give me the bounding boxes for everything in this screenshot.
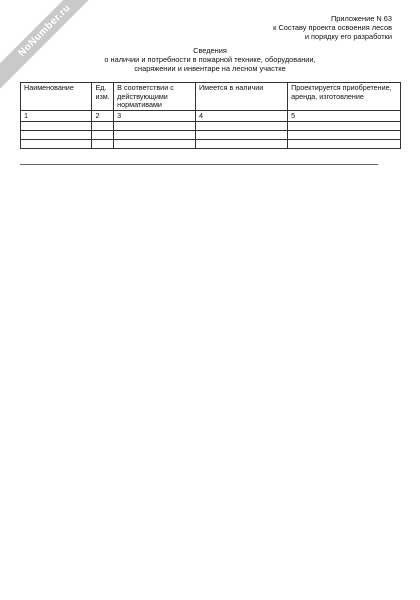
- column-header-normative: В соответствии с действующими нормативами: [114, 83, 196, 111]
- table-row: [21, 130, 401, 139]
- table-cell: [195, 130, 287, 139]
- annex-reference-line: и порядку его разработки: [304, 32, 392, 41]
- table-cell: [92, 130, 114, 139]
- table-cell: [21, 139, 92, 148]
- column-number: 2: [92, 111, 114, 122]
- table-cell: [195, 139, 287, 148]
- column-number: 1: [21, 111, 92, 122]
- table-cell: [114, 121, 196, 130]
- column-header-unit: Ед. изм.: [92, 83, 114, 111]
- table-cell: [114, 139, 196, 148]
- equipment-table: [20, 82, 401, 149]
- document-heading: [20, 46, 400, 73]
- annex-reference-line: к Составу проекта освоения лесов: [273, 23, 392, 32]
- column-number-row: [21, 111, 401, 122]
- table-cell: [92, 139, 114, 148]
- table-row: [21, 139, 401, 148]
- table-cell: [288, 130, 401, 139]
- annex-number: Приложение N 63: [330, 14, 392, 23]
- horizontal-rule: [20, 164, 378, 165]
- table-cell: [21, 130, 92, 139]
- table-header-row: [21, 83, 401, 111]
- document-subtitle: снаряжении и инвентаре на лесном участке: [134, 64, 286, 73]
- column-number: 3: [114, 111, 196, 122]
- annex-reference: [192, 14, 392, 41]
- table-cell: [288, 139, 401, 148]
- column-number: 5: [288, 111, 401, 122]
- column-number: 4: [195, 111, 287, 122]
- watermark-ribbon: NoNumber.ru: [0, 0, 104, 90]
- table-cell: [288, 121, 401, 130]
- column-header-planned: Проектируется приобретение, аренда, изготовление: [288, 83, 401, 111]
- table-row: [21, 121, 401, 130]
- column-header-name: Наименование: [21, 83, 92, 111]
- document-title: Сведения: [193, 46, 227, 55]
- table-cell: [21, 121, 92, 130]
- table-cell: [195, 121, 287, 130]
- document-subtitle: о наличии и потребности в пожарной технике, оборудовании,: [104, 55, 316, 64]
- table-cell: [92, 121, 114, 130]
- column-header-available: Имеется в наличии: [195, 83, 287, 111]
- table-cell: [114, 130, 196, 139]
